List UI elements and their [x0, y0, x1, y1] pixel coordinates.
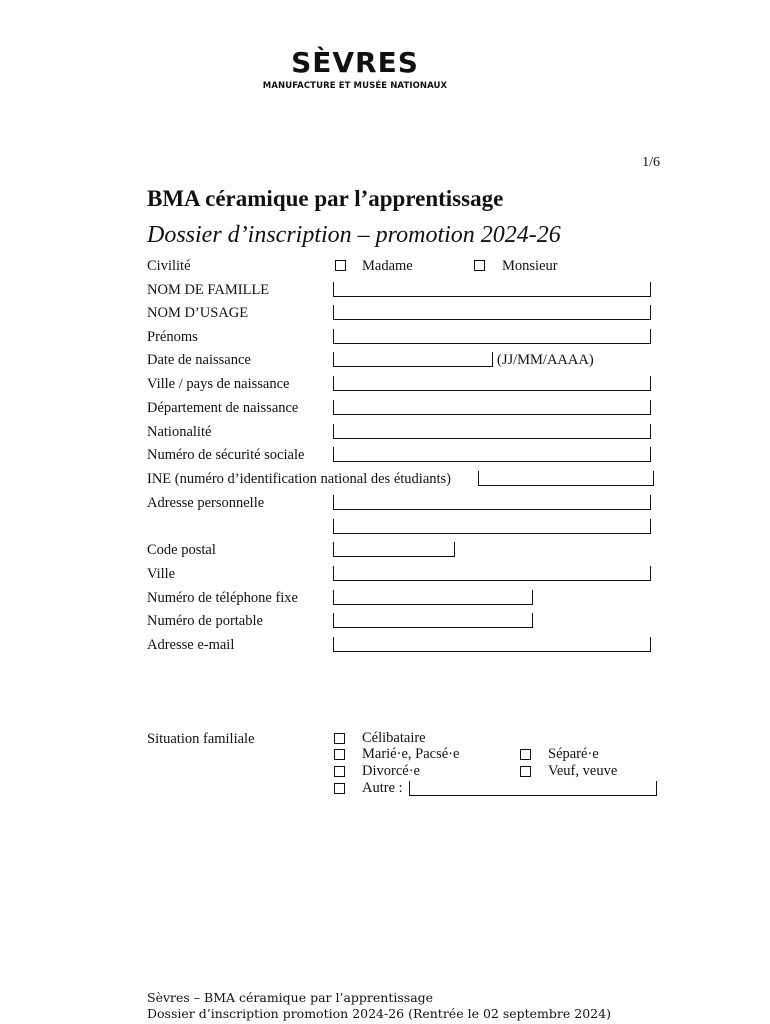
- securite-sociale-field[interactable]: [333, 447, 651, 462]
- email-row: [147, 635, 657, 655]
- nationalite-row: [147, 422, 657, 442]
- adresse-row: [147, 493, 657, 513]
- date-naissance-row: [147, 350, 657, 370]
- email-label: Adresse e-mail: [147, 637, 235, 653]
- date-naissance-label: Date de naissance: [147, 352, 251, 368]
- footer-line-2: Dossier d’inscription promotion 2024-26 (Rentrée le 02 septembre 2024): [147, 1006, 611, 1021]
- nom-famille-label: NOM DE FAMILLE: [147, 282, 270, 298]
- page-title: BMA céramique par l’apprentissage: [147, 186, 504, 211]
- logo-subtitle: MANUFACTURE ET MUSÉE NATIONAUX: [262, 81, 448, 91]
- celibataire-checkbox[interactable]: [334, 733, 345, 744]
- divorce-checkbox[interactable]: [334, 766, 345, 777]
- adresse-field-line2[interactable]: [333, 519, 651, 534]
- adresse-row-2: [147, 517, 657, 537]
- page-number: 1/6: [642, 155, 660, 170]
- nom-usage-field[interactable]: [333, 305, 651, 320]
- adresse-field-line1[interactable]: [333, 495, 651, 510]
- marie-label: Marié·e, Pacsé·e: [362, 746, 460, 762]
- nationalite-field[interactable]: [333, 424, 651, 439]
- monsieur-label: Monsieur: [502, 258, 558, 274]
- madame-label: Madame: [362, 258, 413, 274]
- autre-checkbox[interactable]: [334, 783, 345, 794]
- securite-sociale-row: [147, 445, 657, 465]
- ine-row: [147, 469, 657, 489]
- portable-field[interactable]: [333, 613, 533, 628]
- marie-checkbox[interactable]: [334, 749, 345, 760]
- footer: [147, 990, 611, 1022]
- nom-usage-row: [147, 303, 657, 323]
- nom-famille-field[interactable]: [333, 282, 651, 297]
- securite-sociale-label: Numéro de sécurité sociale: [147, 447, 305, 463]
- code-postal-field[interactable]: [333, 542, 455, 557]
- autre-field[interactable]: [409, 781, 657, 796]
- prenoms-row: [147, 327, 657, 347]
- page-subtitle: Dossier d’inscription – promotion 2024-26: [147, 222, 561, 248]
- autre-label: Autre :: [362, 780, 403, 796]
- portable-row: [147, 611, 657, 631]
- ville-naissance-field[interactable]: [333, 376, 651, 391]
- code-postal-label: Code postal: [147, 542, 216, 558]
- ville-field[interactable]: [333, 566, 651, 581]
- ville-naissance-row: [147, 374, 657, 394]
- ville-row: [147, 564, 657, 584]
- adresse-label: Adresse personnelle: [147, 495, 265, 511]
- tel-fixe-label: Numéro de téléphone fixe: [147, 590, 298, 606]
- nom-famille-row: [147, 280, 657, 300]
- code-postal-row: [147, 540, 657, 560]
- logo-name: SÈVRES: [291, 46, 419, 79]
- monsieur-checkbox[interactable]: [474, 260, 485, 271]
- footer-line-1: Sèvres – BMA céramique par l’apprentissage: [147, 990, 434, 1005]
- portable-label: Numéro de portable: [147, 613, 263, 629]
- divorce-label: Divorcé·e: [362, 763, 420, 779]
- veuf-label: Veuf, veuve: [548, 763, 618, 779]
- date-format-hint: (JJ/MM/AAAA): [497, 352, 594, 368]
- nationalite-label: Nationalité: [147, 424, 212, 440]
- civilite-label: Civilité: [147, 258, 191, 274]
- ville-label: Ville: [147, 566, 176, 582]
- sevres-logo: [252, 48, 458, 91]
- celibataire-label: Célibataire: [362, 730, 426, 746]
- departement-naissance-label: Département de naissance: [147, 400, 299, 416]
- separe-label: Séparé·e: [548, 746, 599, 762]
- email-field[interactable]: [333, 637, 651, 652]
- civilite-row: [147, 256, 627, 276]
- veuf-checkbox[interactable]: [520, 766, 531, 777]
- nom-usage-label: NOM D’USAGE: [147, 305, 249, 321]
- prenoms-field[interactable]: [333, 329, 651, 344]
- prenoms-label: Prénoms: [147, 329, 198, 345]
- situation-row: [147, 729, 347, 749]
- tel-fixe-row: [147, 588, 657, 608]
- date-naissance-field[interactable]: [333, 352, 493, 367]
- tel-fixe-field[interactable]: [333, 590, 533, 605]
- ville-naissance-label: Ville / pays de naissance: [147, 376, 290, 392]
- madame-checkbox[interactable]: [335, 260, 346, 271]
- ine-field[interactable]: [478, 471, 654, 486]
- ine-label: INE (numéro d’identification national des étudiants): [147, 471, 452, 487]
- situation-label: Situation familiale: [147, 731, 255, 747]
- separe-checkbox[interactable]: [520, 749, 531, 760]
- departement-naissance-row: [147, 398, 657, 418]
- departement-naissance-field[interactable]: [333, 400, 651, 415]
